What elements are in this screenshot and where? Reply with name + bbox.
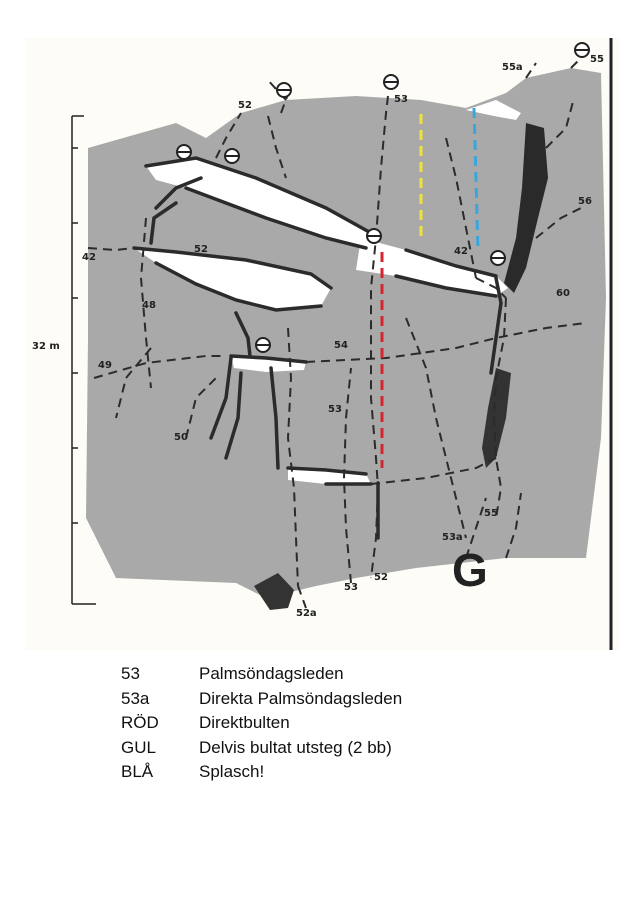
route-label-52a: 52a — [296, 608, 317, 619]
legend-name: Palmsöndagsleden — [199, 664, 344, 683]
legend-row — [121, 664, 541, 689]
route-label-60: 60 — [556, 288, 570, 299]
route-label-53-mid: 53 — [328, 404, 342, 415]
route-label-53-bottom: 53 — [344, 582, 358, 593]
route-label-55-top: 55 — [590, 54, 604, 65]
route-label-52-ledge: 52 — [194, 244, 208, 255]
legend-name: Direkta Palmsöndagsleden — [199, 688, 403, 708]
anchor-icon — [367, 229, 381, 243]
legend-code: RÖD — [121, 713, 159, 732]
legend-code: BLÅ — [121, 762, 154, 781]
anchor-icon — [277, 83, 291, 97]
anchor-icon — [177, 145, 191, 159]
legend-row — [121, 689, 541, 714]
anchor-icon — [225, 149, 239, 163]
legend-name: Delvis bultat utsteg (2 bb) — [199, 737, 392, 757]
topo-map — [26, 38, 620, 650]
legend-row — [121, 738, 541, 763]
legend-row — [121, 762, 541, 787]
anchor-icon — [575, 43, 589, 57]
legend-row — [121, 713, 541, 738]
route-label-53-top: 53 — [394, 94, 408, 105]
route-label-52-bottom: 52 — [374, 572, 388, 583]
route-label-50: 50 — [174, 432, 188, 443]
route-label-54: 54 — [334, 340, 348, 351]
route-label-55a-top: 55a — [502, 62, 523, 73]
sector-letter: G — [452, 544, 488, 596]
legend-code: 53 — [121, 664, 140, 683]
legend-code: GUL — [121, 737, 156, 757]
anchor-icon — [491, 251, 505, 265]
anchor-icon — [256, 338, 270, 352]
legend-code: 53a — [121, 688, 150, 708]
route-label-42-left: 42 — [82, 252, 96, 263]
anchor-icon — [384, 75, 398, 89]
legend-name: Splasch! — [199, 762, 265, 781]
route-label-56: 56 — [578, 196, 592, 207]
legend-name: Direktbulten — [199, 713, 290, 732]
route-label-48: 48 — [142, 300, 156, 311]
route-legend — [121, 664, 541, 787]
height-label: 32 m — [32, 341, 60, 352]
route-label-42-right: 42 — [454, 246, 468, 257]
route-label-55-bottom: 55 — [484, 508, 498, 519]
route-label-53a-bottom: 53a — [442, 532, 463, 543]
route-label-52-top: 52 — [238, 100, 252, 111]
route-label-49: 49 — [98, 360, 112, 371]
